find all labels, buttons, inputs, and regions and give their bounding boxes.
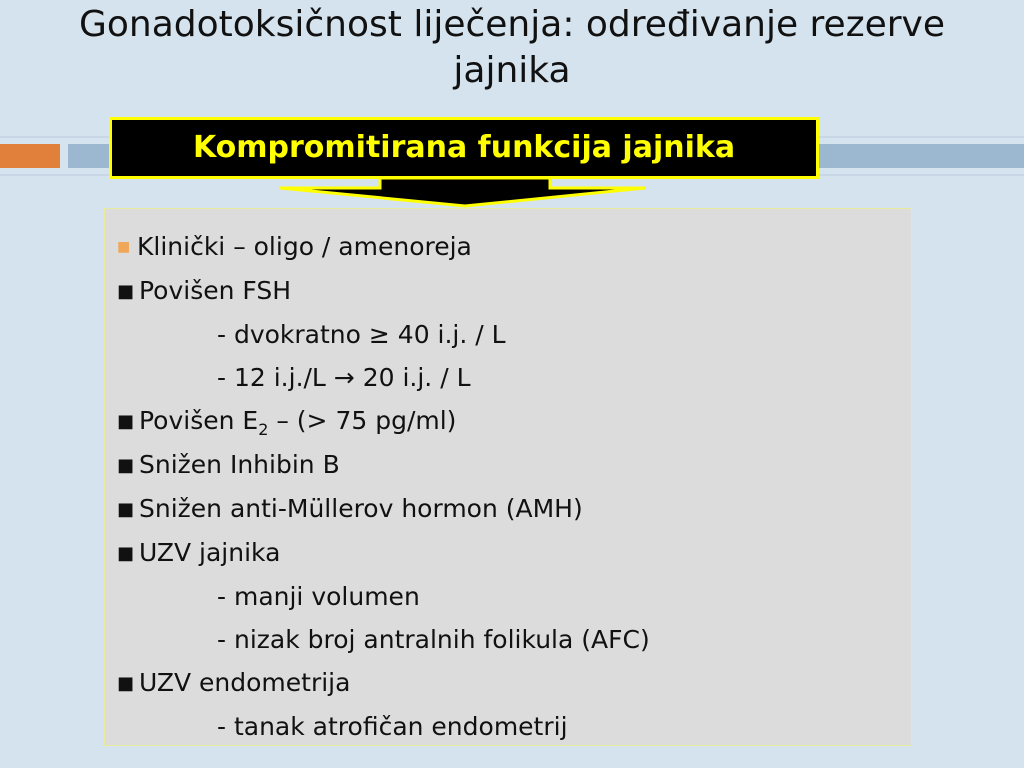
list-item-text-prefix: Povišen E: [139, 406, 259, 435]
square-bullet-icon: ■: [117, 499, 135, 520]
list-item-text: Snižen Inhibin B: [139, 450, 340, 479]
square-bullet-icon: ■: [117, 411, 135, 432]
list-item: [117, 225, 911, 269]
list-item-text: UZV jajnika: [139, 538, 281, 567]
list-item: [117, 269, 911, 313]
slide-title-line-2: jajnika: [453, 50, 571, 91]
list-item-subscript: 2: [258, 420, 269, 439]
callout-banner: Kompromitirana funkcija jajnika: [109, 117, 819, 179]
decor-bar-orange: [0, 144, 60, 168]
list-item-text: Povišen FSH: [139, 276, 292, 305]
list-item-text: Snižen anti-Müllerov hormon (AMH): [139, 494, 583, 523]
list-item-text: Klinički – oligo / amenoreja: [137, 232, 472, 261]
list-subitem: - nizak broj antralnih folikula (AFC): [217, 625, 650, 654]
square-bullet-icon: ■: [117, 239, 131, 255]
list-item: [117, 443, 911, 487]
content-box: [104, 208, 912, 746]
list-item: [117, 487, 911, 531]
square-bullet-icon: ■: [117, 543, 135, 564]
list-item-text-suffix: – (> 75 pg/ml): [268, 406, 457, 435]
square-bullet-icon: ■: [117, 673, 135, 694]
list-subitem: - tanak atrofičan endometrij: [217, 712, 568, 741]
square-bullet-icon: ■: [117, 281, 135, 302]
list-subitem: - dvokratno ≥ 40 i.j. / L: [217, 320, 506, 349]
list-item: [117, 661, 911, 705]
square-bullet-icon: ■: [117, 455, 135, 476]
list-item: [117, 399, 911, 443]
slide-title: [0, 2, 1024, 94]
list-subitem: - 12 i.j./L → 20 i.j. / L: [217, 363, 471, 392]
list-item: [117, 531, 911, 575]
list-item-text: UZV endometrija: [139, 668, 351, 697]
slide-title-line-1: Gonadotoksičnost liječenja: određivanje rezerve: [78, 4, 946, 45]
list-subitem: - manji volumen: [217, 582, 420, 611]
